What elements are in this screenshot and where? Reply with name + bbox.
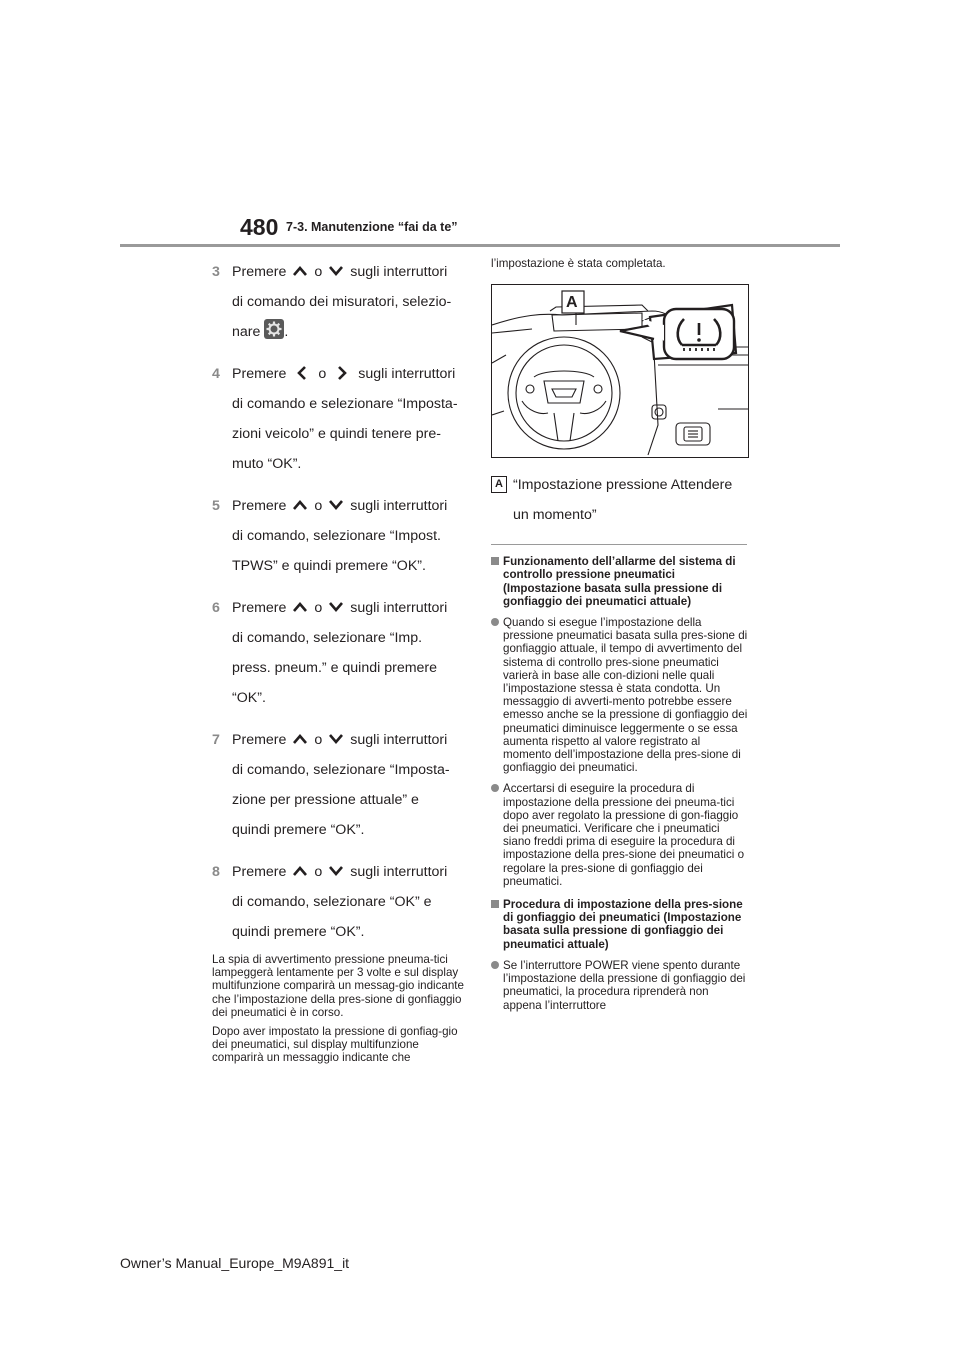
- bullet-text: Se l’interruttore POWER viene spento durante l’impostazione della pressione di gonfiaggio dei pneumatici, la procedura riprenderà non appena l’interruttore: [503, 958, 746, 1012]
- step-number: 5: [212, 498, 220, 514]
- step-text: Premere: [232, 732, 287, 748]
- step-3: [212, 257, 468, 347]
- step-text: o: [314, 732, 323, 748]
- chevron-left-icon: [296, 365, 308, 381]
- gear-icon: [264, 319, 284, 339]
- step-text: Premere: [232, 264, 287, 280]
- step-text: zioni veicolo” e quindi tenere pre-: [232, 426, 441, 442]
- step-text: di comando dei misuratori, selezio-: [232, 294, 452, 310]
- step-text: TPWS” e quindi premere “OK”.: [232, 558, 426, 574]
- note-paragraph: Dopo aver impostato la pressione di gonfiag-gio dei pneumatici, sul display multifunzione comparirà un messaggio indicante che: [212, 1025, 458, 1065]
- square-bullet-icon: [491, 900, 499, 908]
- chevron-down-icon: [328, 733, 344, 745]
- step-text: zione per pressione attuale” e: [232, 792, 419, 808]
- step-text: sugli interruttori: [350, 732, 448, 748]
- bullet-text: Accertarsi di eseguire la procedura di impostazione della pressione dei pneuma-tici dopo aver regolato la pressione di gon-fiaggio dei pneumatici. Verificare che i pneumatici siano freddi prima di eseguire la procedura di impostazione della pres-sione dei pneumatici o regolare la pres-sione di gonfiaggio dei pneumatici.: [503, 782, 745, 888]
- footer-text: Owner’s Manual_Europe_M9A891_it: [120, 1255, 350, 1271]
- callout-letter: A: [566, 294, 578, 312]
- chevron-right-icon: [336, 365, 348, 381]
- chevron-up-icon: [292, 865, 308, 877]
- step-text: sugli interruttori: [350, 600, 448, 616]
- square-bullet-icon: [491, 557, 499, 565]
- step-7: [212, 725, 468, 845]
- chevron-up-icon: [292, 265, 308, 277]
- step-text: Premere: [232, 600, 287, 616]
- chevron-up-icon: [292, 733, 308, 745]
- info-bullet: [491, 782, 750, 888]
- caption-text: un momento”: [513, 507, 597, 524]
- heading-text: Procedura di impostazione della pres-sione di gonfiaggio dei pneumatici (Impostazione basata sulla pressione di gonfiaggio dei pneumatici attuale): [503, 898, 743, 951]
- step-5: [212, 491, 468, 581]
- info-column: [491, 257, 750, 1012]
- info-bullet: [491, 959, 750, 1012]
- step-text: .: [284, 324, 289, 340]
- step-text: sugli interruttori: [350, 264, 448, 280]
- page-number: 480: [240, 214, 279, 240]
- callout-badge: A: [491, 476, 507, 493]
- step-number: 4: [212, 366, 220, 382]
- step-4: [212, 359, 468, 479]
- section-title: 7-3. Manutenzione “fai da te”: [286, 220, 458, 234]
- step-8: [212, 857, 468, 947]
- step-text: muto “OK”.: [232, 456, 302, 472]
- caption-text: “Impostazione pressione Attendere: [513, 477, 733, 494]
- step-text: nare: [232, 324, 261, 340]
- step-text: di comando, selezionare “Impost.: [232, 528, 441, 544]
- step-text: di comando e selezionare “Imposta-: [232, 396, 458, 412]
- step-text: o: [314, 264, 323, 280]
- step-text: Premere: [232, 366, 287, 382]
- figure-caption: [491, 470, 750, 530]
- step-text: o: [314, 498, 323, 514]
- chevron-down-icon: [328, 499, 344, 511]
- step-text: o: [314, 864, 323, 880]
- chevron-down-icon: [328, 265, 344, 277]
- step-text: sugli interruttori: [350, 864, 448, 880]
- heading-text: Funzionamento dell’allarme del sistema di controllo pressione pneumatici (Impostazione basata sulla pressione di gonfiaggio dei pneumatici attuale): [503, 555, 736, 608]
- step-number: 8: [212, 864, 220, 880]
- note-continuation: l’impostazione è stata completata.: [491, 257, 666, 270]
- circle-bullet-icon: [491, 784, 499, 792]
- step-text: o: [318, 366, 327, 382]
- step-text: Premere: [232, 498, 287, 514]
- step-text: di comando, selezionare “OK” e: [232, 894, 432, 910]
- info-bullet: [491, 616, 750, 774]
- step-text: di comando, selezionare “Imp.: [232, 630, 423, 646]
- chevron-down-icon: [328, 601, 344, 613]
- circle-bullet-icon: [491, 961, 499, 969]
- circle-bullet-icon: [491, 618, 499, 626]
- bullet-text: Quando si esegue l’impostazione della pressione pneumatici basata sulla pres-sione di gonfiaggio attuale, il tempo di avvertimento del sistema di controllo pres-sione pneumatici varierà in base alle con-dizioni nelle quali l’impostazione stessa è stata condotta. Un messaggio di avverti-mento potrebbe essere emesso anche se la pressione di gonfiaggio dei pneumatici diminuisce leggermente o se essa aumenta rispetto al valore registrato al momento dell’impostazione della pres-sione di gonfiaggio dei pneumatici.: [503, 616, 748, 775]
- step-number: 3: [212, 264, 220, 280]
- step-number: 6: [212, 600, 220, 616]
- chevron-up-icon: [292, 601, 308, 613]
- dashboard-illustration: [491, 284, 749, 458]
- chevron-down-icon: [328, 865, 344, 877]
- header-divider: [120, 244, 840, 247]
- note-paragraph: La spia di avvertimento pressione pneuma-tici lampeggerà lentamente per 3 volte e sul display multifunzione comparirà un messag-gio indicante che l’impostazione della pres-sione di gonfiaggio dei pneumatici è in corso.: [212, 953, 464, 1019]
- step-text: di comando, selezionare “Imposta-: [232, 762, 450, 778]
- step-number: 7: [212, 732, 220, 748]
- step-text: sugli interruttori: [358, 366, 456, 382]
- dashboard-drawing: [492, 285, 748, 457]
- step-text: o: [314, 600, 323, 616]
- steps-column: [212, 257, 468, 1065]
- info-heading: [491, 555, 750, 608]
- step-text: sugli interruttori: [350, 498, 448, 514]
- step-text: quindi premere “OK”.: [232, 924, 365, 940]
- step-text: quindi premere “OK”.: [232, 822, 365, 838]
- step-6: [212, 593, 468, 713]
- section-divider: [491, 544, 747, 545]
- step-text: press. pneum.” e quindi premere: [232, 660, 438, 676]
- info-heading: [491, 898, 750, 951]
- step-text: “OK”.: [232, 690, 266, 706]
- chevron-up-icon: [292, 499, 308, 511]
- step-text: Premere: [232, 864, 287, 880]
